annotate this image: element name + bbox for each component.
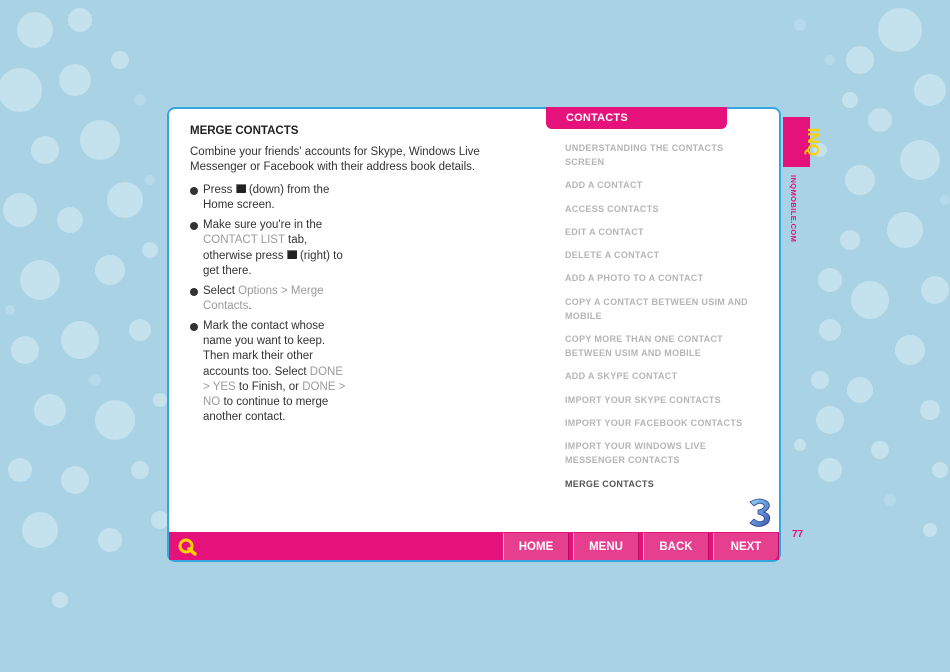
inq-logo-text: INQ: [804, 127, 821, 157]
step-highlight: Options > Merge Contacts: [203, 284, 324, 313]
inq-logo-icon: [783, 117, 821, 167]
step-text: Select: [203, 284, 235, 297]
list-item: [190, 284, 350, 314]
website-url: INQMOBILE.COM: [789, 175, 798, 243]
page-title: MERGE CONTACTS: [190, 125, 299, 137]
toc-item[interactable]: DELETE A CONTACT: [565, 250, 660, 261]
toc-item[interactable]: COPY MORE THAN ONE CONTACT BETWEEN USIM AND MOBILE: [565, 334, 723, 359]
step-text: to continue to merge another contact.: [203, 396, 329, 424]
section-tab-label: CONTACTS: [566, 112, 628, 124]
inq-q-icon[interactable]: [178, 538, 198, 556]
contents-list: [565, 141, 755, 500]
next-button[interactable]: NEXT: [713, 533, 779, 560]
toc-item[interactable]: EDIT A CONTACT: [565, 226, 644, 237]
down-key-icon: [236, 184, 246, 193]
carrier-three-logo: [747, 498, 773, 528]
page-number: 77: [792, 529, 804, 540]
instruction-list: [190, 183, 350, 430]
toc-item[interactable]: IMPORT YOUR SKYPE CONTACTS: [565, 394, 721, 405]
step-text: Mark the contact whose name you want to keep. Then mark their other accounts too. Select: [203, 320, 326, 378]
home-button[interactable]: HOME: [503, 533, 569, 560]
step-text: Make sure you're in the: [203, 219, 323, 232]
toc-item[interactable]: COPY A CONTACT BETWEEN USIM AND MOBILE: [565, 296, 748, 321]
list-item: [190, 319, 350, 425]
intro-text: Combine your friends' accounts for Skype, Windows Live Messenger or Facebook with their address book details.: [190, 146, 480, 173]
list-item: [190, 218, 350, 279]
toc-item[interactable]: IMPORT YOUR FACEBOOK CONTACTS: [565, 417, 743, 428]
right-key-icon: [287, 250, 297, 259]
step-text: to Finish, or: [238, 380, 299, 393]
section-tab: [546, 107, 727, 129]
step-text: tab, otherwise press: [203, 234, 308, 262]
list-item: [190, 183, 350, 213]
step-text: Press: [203, 184, 233, 196]
step-text: .: [248, 300, 252, 313]
step-highlight: CONTACT LIST: [203, 234, 285, 247]
step-text: (down) from the Home screen.: [203, 184, 330, 212]
back-button[interactable]: BACK: [643, 533, 709, 560]
toc-item[interactable]: ADD A CONTACT: [565, 180, 643, 191]
toc-item[interactable]: UNDERSTANDING THE CONTACTS SCREEN: [565, 143, 724, 167]
step-highlight: DONE > YES: [203, 365, 343, 393]
toc-item[interactable]: ADD A SKYPE CONTACT: [565, 371, 678, 382]
toc-item-current[interactable]: MERGE CONTACTS: [565, 478, 655, 489]
menu-button[interactable]: MENU: [573, 533, 639, 560]
inq-logo: [783, 117, 821, 167]
bottom-nav-bar: [169, 532, 779, 560]
content-card: [167, 107, 781, 562]
step-text: (right) to get there.: [203, 249, 343, 277]
toc-item[interactable]: ACCESS CONTACTS: [565, 203, 659, 214]
toc-item[interactable]: IMPORT YOUR WINDOWS LIVE MESSENGER CONTACTS: [565, 441, 707, 466]
step-highlight: DONE > NO: [203, 380, 346, 409]
toc-item[interactable]: ADD A PHOTO TO A CONTACT: [565, 273, 704, 284]
